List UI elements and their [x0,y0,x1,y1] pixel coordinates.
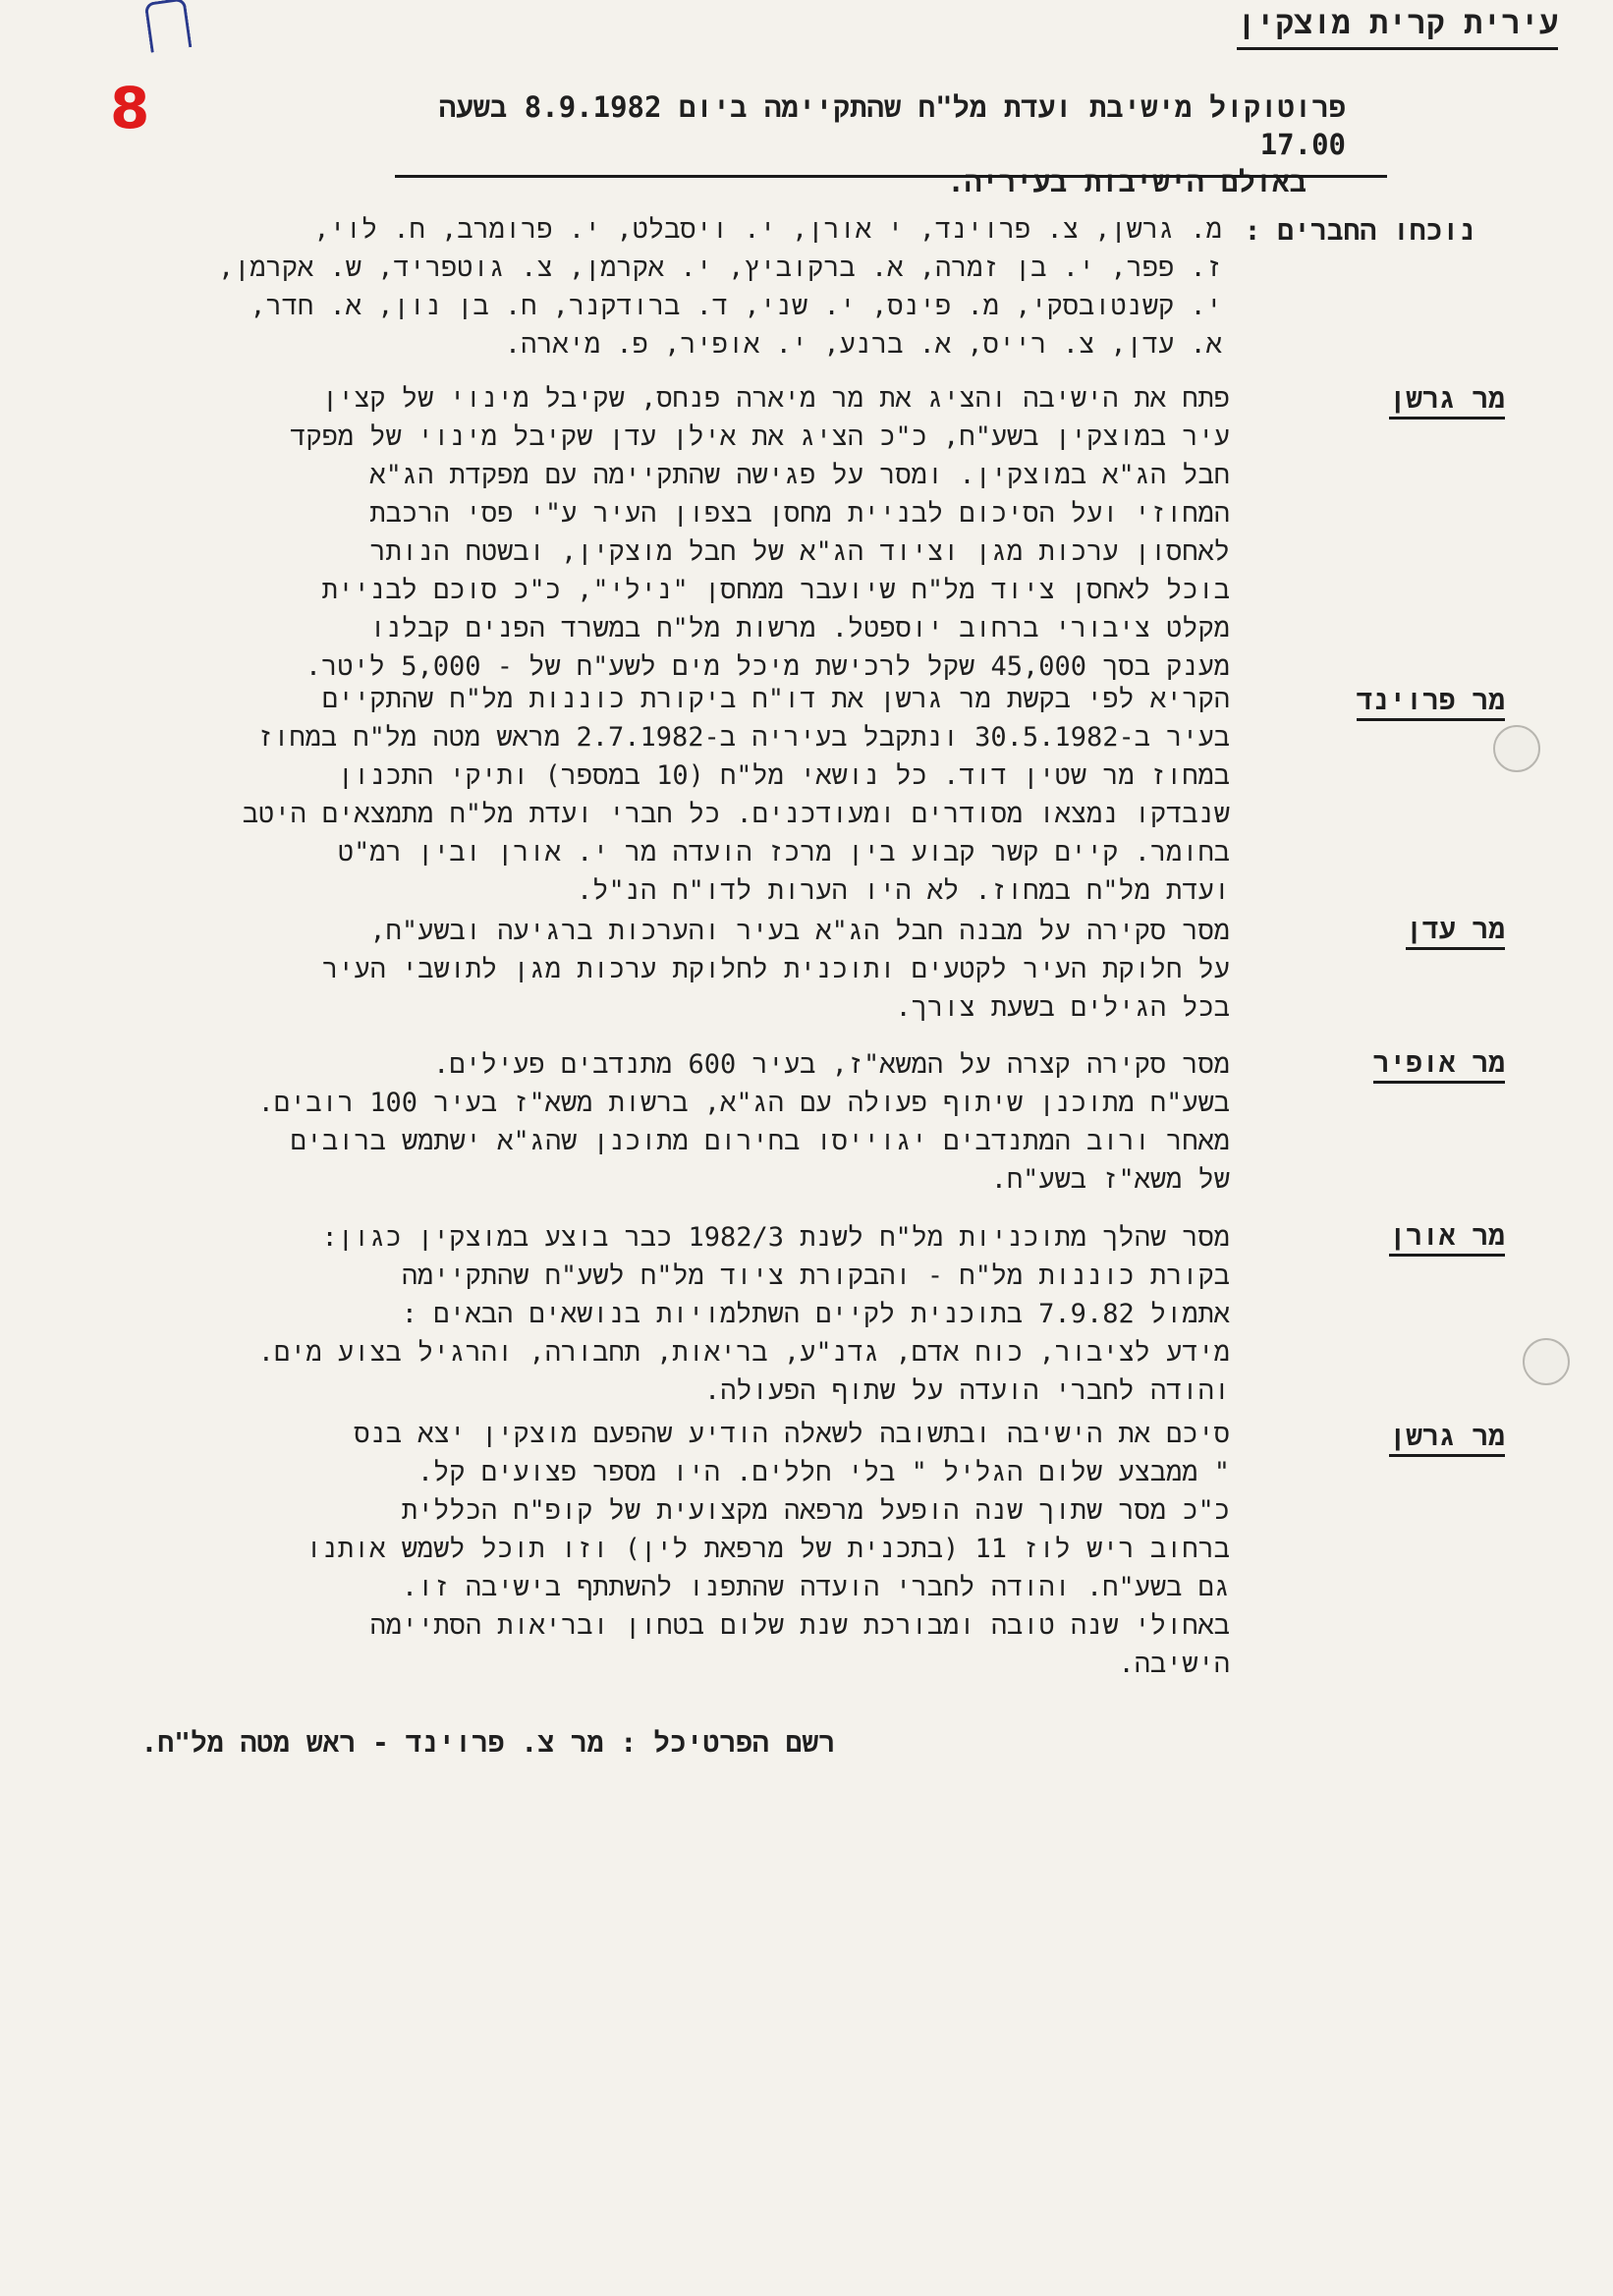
paragraph-line: ועדת מל"ח במחוז. לא היו הערות לדו"ח הנ"ל. [577,875,1230,906]
paragraph-line: " ממבצע שלום הגליל " בלי חללים. היו מספר פצועים קל. [417,1457,1230,1487]
document-title [363,88,1346,200]
attendees-list [141,210,1222,364]
punch-hole-icon [1523,1338,1570,1385]
paragraph-line: סיכם את הישיבה ובתשובה לשאלה הודיע שהפעם מוצקין יצא בנס [354,1419,1230,1449]
paragraph-line: מידע לציבור, כוח אדם, גדנ"ע, בריאות, תחבורה, והרגיל בצוע מים. [257,1337,1230,1368]
paragraph-line: עיר במוצקין בשע"ח, כ"כ הציג את אילן עדן שקיבל מינוי של מפקד [290,421,1230,452]
paragraph-line: ברחוב ריש לוז 11 (בתכנית של מרפאת לין) וזו תוכל לשמש אותנו [306,1534,1230,1564]
paragraph-line: מסר סקירה על מבנה חבל הג"א בעיר והערכות ברגיעה ובשע"ח, [369,916,1230,946]
speaker-label: מר גרשן [1259,381,1505,417]
speaker-label: מר גרשן [1259,1419,1505,1454]
attendees-line: א. עדן, צ. רייס, א. ברנע, י. אופיר, פ. מיארה. [504,329,1222,360]
speaker-label: מר פרוינד [1259,683,1505,718]
organization-header: עירית קרית מוצקין [1237,4,1558,50]
recorder-signature-line: רשם הפרטיכל : מר צ. פרוינד - ראש מטה מל"ח. [140,1726,835,1759]
paragraph-line: מאחר ורוב המתנדבים יגוייסו בחירום מתוכנן שהג"א ישתמש ברובים [290,1126,1230,1156]
attendees-label: נוכחו החברים : [1244,214,1475,247]
title-underline [395,175,1387,178]
title-line-2: באולם הישיבות בעיריה. [947,165,1307,198]
handwritten-mark-icon [144,0,193,53]
paragraph-line: בוכל לאחסן ציוד מל"ח שיועבר ממחסן "נילי", כ"כ סוכם לבניית [321,575,1230,605]
paragraph-line: לאחסון ערכות מגן וציוד הג"א של חבל מוצקין, ובשטח הנותר [369,536,1230,567]
paragraph-line: המחוזי ועל הסיכום לבניית מחסן בצפון העיר ע"י פסי הרכבת [369,498,1230,529]
page-number: 8 [110,75,150,141]
paragraph-line: בשע"ח מתוכנן שיתוף פעולה עם הג"א, ברשות משא"ז בעיר 100 רובים. [257,1088,1230,1118]
speaker-label: מר אורן [1259,1218,1505,1254]
paragraph-line: מענק בסך 45,000 שקל לרכישת מיכל מים לשע"ח של - 5,000 ליטר. [305,651,1230,682]
punch-hole-icon [1493,725,1540,772]
paragraph-text [149,912,1230,1027]
paragraph-line: חבל הג"א במוצקין. ומסר על פגישה שהתקיימה עם מפקדת הג"א [369,460,1230,490]
paragraph-line: והודה לחברי הועדה על שתוף הפעולה. [703,1375,1230,1406]
attendees-line: י. קשנטובסקי, מ. פינס, י. שני, ד. ברודקנר, ח. בן נון, א. חדר, [250,291,1222,321]
attendees-line: מ. גרשן, צ. פרוינד, י אורן, י. ויסבלט, י. פרומרב, ח. לוי, [313,214,1222,245]
paragraph-line: במחוז מר שטין דוד. כל נושאי מל"ח (10 במספר) ותיקי התכנון [337,760,1230,791]
paragraph-line: מסר שהלך מתוכניות מל"ח לשנת 1982/3 כבר בוצע במוצקין כגון: [321,1222,1230,1253]
paragraph-line: מסר סקירה קצרה על המשא"ז, בעיר 600 מתנדבים פעילים. [433,1049,1230,1080]
paragraph-line: על חלוקת העיר לקטעים ותוכנית לחלוקת ערכות מגן לתושבי העיר [321,954,1230,984]
paragraph-line: כ"כ מסר שתוך שנה הופעל מרפאה מקצועית של קופ"ח הכללית [401,1495,1230,1526]
paragraph-text [149,1415,1230,1683]
paragraph-line: באחולי שנה טובה ומבורכת שנת שלום בטחון ובריאות הסתיימה [369,1610,1230,1641]
title-line-1: פרוטוקול מישיבת ועדת מל"ח שהתקיימה ביום 8.9.1982 בשעה 17.00 [438,90,1346,161]
paragraph-line: פתח את הישיבה והציג את מר מיארה פנחס, שקיבל מינוי של קצין [321,383,1230,414]
paragraph-text [149,1045,1230,1199]
paragraph-line: בכל הגילים בשעת צורך. [895,992,1230,1023]
paragraph-line: של משא"ז בשע"ח. [990,1164,1230,1195]
paragraph-line: הקריא לפי בקשת מר גרשן את דו"ח ביקורת כוננות מל"ח שהתקיים [321,684,1230,714]
paragraph-text [149,680,1230,910]
paragraph-text [149,1218,1230,1410]
paragraph-line: בקורת כוננות מל"ח - והבקורת ציוד מל"ח לשע"ח שהתקיימה [401,1260,1230,1291]
paragraph-line: בעיר ב-30.5.1982 ונתקבל בעיריה ב-2.7.1982 מראש מטה מל"ח במחוז [257,722,1230,753]
paragraph-line: אתמול 7.9.82 בתוכנית לקיים השתלמויות בנושאים הבאים : [401,1299,1230,1329]
paragraph-line: מקלט ציבורי ברחוב יוספטל. מרשות מל"ח במשרד הפנים קבלנו [369,613,1230,644]
paragraph-line: שנבדקו נמצאו מסודרים ומעודכנים. כל חברי ועדת מל"ח מתמצאים היטב [242,799,1230,829]
paragraph-line: הישיבה. [1118,1649,1230,1679]
paragraph-line: גם בשע"ח. והודה לחברי הועדה שהתפנו להשתתף בישיבה זו. [401,1572,1230,1602]
paragraph-line: בחומר. קיים קשר קבוע בין מרכז הועדה מר י. אורן ובין רמ"ט [337,837,1230,868]
paragraph-text [149,379,1230,686]
attendees-line: ז. פפר, י. בן זמרה, א. ברקוביץ, י. אקרמן, צ. גוטפריד, ש. אקרמן, [217,252,1222,283]
speaker-label: מר עדן [1259,912,1505,947]
speaker-label: מר אופיר [1259,1045,1505,1081]
